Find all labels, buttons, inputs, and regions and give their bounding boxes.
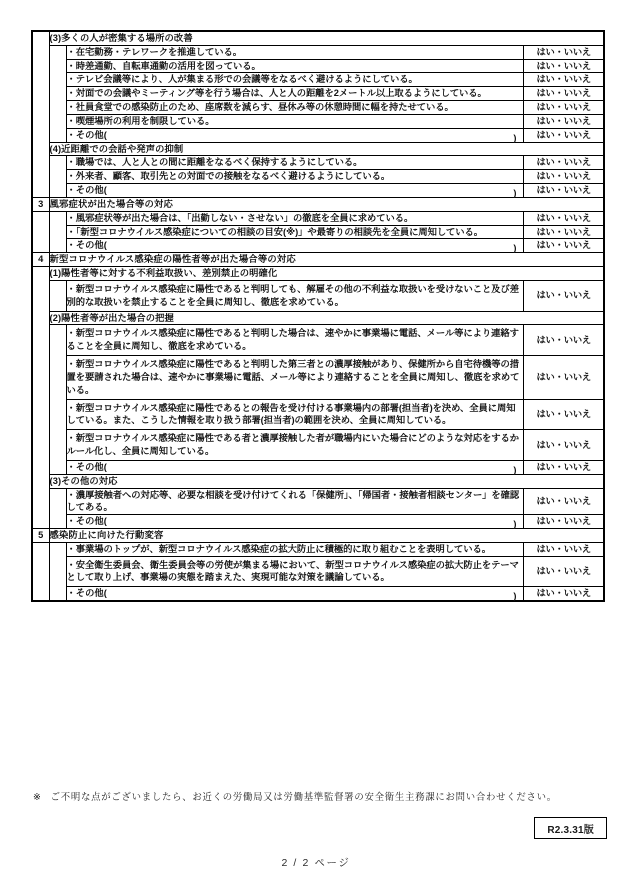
answer-choice[interactable]: はい・いいえ	[524, 356, 604, 399]
indent-spacer	[49, 128, 66, 142]
question-text: ・安全衛生委員会、衛生委員会等の労使が集まる場において、新型コロナウイルス感染症の拡大防止をテーマとして取り上げ、事業場の実態を踏まえた、実現可能な対策を議論している。	[66, 556, 524, 587]
section-header-row	[32, 197, 604, 211]
subgroup-header-row	[32, 474, 604, 488]
question-text: ・新型コロナウイルス感染症に陽性であると判明した場合は、速やかに事業場に電話、メール等により連絡することを全員に周知し、徹底を求めている。	[66, 325, 524, 356]
other-close-paren: )	[513, 464, 517, 475]
version-badge: R2.3.31版	[534, 817, 607, 839]
section-title: 感染防止に向けた行動変容	[49, 528, 604, 542]
indent-spacer	[49, 101, 66, 115]
checklist-row	[32, 587, 604, 601]
answer-choice[interactable]: はい・いいえ	[524, 556, 604, 587]
indent-spacer	[49, 225, 66, 239]
indent-spacer	[32, 460, 49, 474]
indent-spacer	[49, 211, 66, 225]
subgroup-title: (4)近距離での会話や発声の抑制	[49, 142, 604, 156]
indent-spacer	[32, 142, 49, 156]
indent-spacer	[49, 542, 66, 556]
question-text: ・対面での会議やミーティング等を行う場合は、人と人の距離を2メートル以上取るようにしている。	[66, 87, 524, 101]
subgroup-title: (2)陽性者等が出た場合の把握	[49, 311, 604, 325]
indent-spacer	[49, 556, 66, 587]
answer-choice[interactable]: はい・いいえ	[524, 184, 604, 198]
indent-spacer	[49, 356, 66, 399]
question-text: ・喫煙場所の利用を制限している。	[66, 114, 524, 128]
indent-spacer	[32, 156, 49, 170]
other-close-paren: )	[513, 243, 517, 254]
indent-spacer	[49, 460, 66, 474]
checklist-row	[32, 170, 604, 184]
indent-spacer	[49, 59, 66, 73]
indent-spacer	[49, 399, 66, 430]
section-title: 新型コロナウイルス感染症の陽性者等が出た場合等の対応	[49, 253, 604, 267]
indent-spacer	[49, 170, 66, 184]
subgroup-title: (1)陽性者等に対する不利益取扱い、差別禁止の明確化	[49, 267, 604, 281]
indent-spacer	[49, 430, 66, 461]
checklist-row	[32, 325, 604, 356]
checklist-row	[32, 45, 604, 59]
indent-spacer	[32, 311, 49, 325]
indent-spacer	[49, 515, 66, 529]
indent-spacer	[32, 184, 49, 198]
indent-spacer	[49, 325, 66, 356]
answer-choice[interactable]: はい・いいえ	[524, 59, 604, 73]
indent-spacer	[32, 239, 49, 253]
other-label: ・その他(	[66, 240, 107, 251]
other-close-paren: )	[513, 132, 517, 143]
question-text: ・新型コロナウイルス感染症に陽性である者と濃厚接触した者が職場内にいた場合にどのような対応をするかルール化し、全員に周知している。	[66, 430, 524, 461]
checklist-row	[32, 460, 604, 474]
question-text: ・職場では、人と人との間に距離をなるべく保持するようにしている。	[66, 156, 524, 170]
indent-spacer	[32, 542, 49, 556]
question-text: ・社員食堂での感染防止のため、座席数を減らす、昼休み等の休憩時間に幅を持たせている。	[66, 101, 524, 115]
indent-spacer	[32, 430, 49, 461]
indent-spacer	[32, 474, 49, 488]
checklist-row	[32, 239, 604, 253]
indent-spacer	[32, 211, 49, 225]
indent-spacer	[32, 170, 49, 184]
other-label: ・その他(	[66, 516, 107, 527]
indent-spacer	[32, 101, 49, 115]
answer-choice[interactable]: はい・いいえ	[524, 45, 604, 59]
question-text: ・外来者、顧客、取引先との対面での接触をなるべく避けるようにしている。	[66, 170, 524, 184]
checklist-row	[32, 556, 604, 587]
other-label: ・その他(	[66, 185, 107, 196]
other-label: ・その他(	[66, 461, 107, 472]
answer-choice[interactable]: はい・いいえ	[524, 399, 604, 430]
question-text: ・新型コロナウイルス感染症に陽性であるとの報告を受け付ける事業場内の部署(担当者)を決め、全員に周知している。また、こうした情報を取り扱う部署(担当者)の範囲を決め、全員に周知している。	[66, 399, 524, 430]
question-text: ・テレビ会議等により、人が集まる形での会議等をなるべく避けるようにしている。	[66, 73, 524, 87]
other-free-text-row[interactable]	[66, 587, 524, 601]
answer-choice[interactable]: はい・いいえ	[524, 542, 604, 556]
checklist-row	[32, 128, 604, 142]
other-free-text-row[interactable]	[66, 239, 524, 253]
answer-choice[interactable]: はい・いいえ	[524, 587, 604, 601]
subgroup-header-row	[32, 142, 604, 156]
indent-spacer	[32, 356, 49, 399]
subgroup-header-row	[32, 311, 604, 325]
question-text: ・時差通勤、自転車通勤の活用を図っている。	[66, 59, 524, 73]
checklist-row	[32, 101, 604, 115]
indent-spacer	[32, 587, 49, 601]
indent-spacer	[32, 225, 49, 239]
checklist-row	[32, 515, 604, 529]
indent-spacer	[49, 587, 66, 601]
checklist-row	[32, 542, 604, 556]
checklist-row	[32, 87, 604, 101]
answer-choice[interactable]: はい・いいえ	[524, 114, 604, 128]
answer-choice[interactable]: はい・いいえ	[524, 460, 604, 474]
page-number: 2 / 2 ページ	[281, 857, 351, 869]
question-text: ・在宅勤務・テレワークを推進している。	[66, 45, 524, 59]
indent-spacer	[32, 267, 49, 281]
checklist-row	[32, 488, 604, 515]
answer-choice[interactable]: はい・いいえ	[524, 73, 604, 87]
footnote-text: ご不明な点がございましたら、お近くの労働局又は労働基準監督署の安全衛生主務課にお問い合わせください。	[50, 791, 557, 802]
subgroup-title: (3)多くの人が密集する場所の改善	[49, 31, 604, 45]
indent-spacer	[32, 45, 49, 59]
answer-choice[interactable]: はい・いいえ	[524, 101, 604, 115]
other-label: ・その他(	[66, 588, 107, 599]
checklist-row	[32, 225, 604, 239]
answer-choice[interactable]: はい・いいえ	[524, 156, 604, 170]
checklist-row	[32, 59, 604, 73]
checklist-row	[32, 280, 604, 311]
other-close-paren: )	[513, 591, 517, 602]
question-text: ・風邪症状等が出た場合は、「出勤しない・させない」の徹底を全員に求めている。	[66, 211, 524, 225]
question-text: ・新型コロナウイルス感染症に陽性であると判明した第三者との濃厚接触があり、保健所から自宅待機等の措置を要請された場合は、速やかに事業場に電話、メール等により連絡することを全員に周知し、徹底を求めている。	[66, 356, 524, 399]
checklist-row	[32, 430, 604, 461]
answer-choice[interactable]: はい・いいえ	[524, 515, 604, 529]
subgroup-header-row	[32, 267, 604, 281]
indent-spacer	[32, 488, 49, 515]
indent-spacer	[32, 325, 49, 356]
checklist-row	[32, 114, 604, 128]
section-header-row	[32, 253, 604, 267]
question-text: ・新型コロナウイルス感染症に陽性であると判明しても、解雇その他の不利益な取扱いを受けないこと及び差別的な取扱いを禁止することを全員に周知し、徹底を求めている。	[66, 280, 524, 311]
section-header-row	[32, 528, 604, 542]
checklist-row	[32, 73, 604, 87]
subgroup-title: (3)その他の対応	[49, 474, 604, 488]
indent-spacer	[32, 128, 49, 142]
question-text: ・「新型コロナウイルス感染症についての相談の目安(※)」や最寄りの相談先を全員に周知している。	[66, 225, 524, 239]
other-free-text-row[interactable]	[66, 460, 524, 474]
other-free-text-row[interactable]	[66, 128, 524, 142]
footnote	[33, 789, 613, 803]
answer-choice[interactable]: はい・いいえ	[524, 170, 604, 184]
answer-choice[interactable]: はい・いいえ	[524, 239, 604, 253]
answer-choice[interactable]: はい・いいえ	[524, 87, 604, 101]
checklist-row	[32, 399, 604, 430]
section-number: 3	[32, 197, 49, 211]
answer-choice[interactable]: はい・いいえ	[524, 488, 604, 515]
other-free-text-row[interactable]	[66, 515, 524, 529]
question-text: ・事業場のトップが、新型コロナウイルス感染症の拡大防止に積極的に取り組むことを表明している。	[66, 542, 524, 556]
indent-spacer	[49, 87, 66, 101]
footnote-mark: ※	[33, 791, 42, 802]
checklist-row	[32, 211, 604, 225]
checklist-row	[32, 156, 604, 170]
answer-choice[interactable]: はい・いいえ	[524, 225, 604, 239]
indent-spacer	[32, 87, 49, 101]
answer-choice[interactable]: はい・いいえ	[524, 211, 604, 225]
section-number: 5	[32, 528, 49, 542]
indent-spacer	[32, 556, 49, 587]
indent-spacer	[32, 114, 49, 128]
other-close-paren: )	[513, 188, 517, 199]
indent-spacer	[49, 184, 66, 198]
indent-spacer	[32, 59, 49, 73]
indent-spacer	[49, 280, 66, 311]
question-text: ・濃厚接触者への対応等、必要な相談を受け付けてくれる「保健所」、「帰国者・接触者相談センター」を確認してある。	[66, 488, 524, 515]
indent-spacer	[32, 31, 49, 45]
other-label: ・その他(	[66, 129, 107, 140]
indent-spacer	[49, 114, 66, 128]
subgroup-header-row	[32, 31, 604, 45]
indent-spacer	[32, 515, 49, 529]
checklist-row	[32, 356, 604, 399]
indent-spacer	[32, 73, 49, 87]
section-title: 風邪症状が出た場合等の対応	[49, 197, 604, 211]
section-number: 4	[32, 253, 49, 267]
indent-spacer	[32, 280, 49, 311]
answer-choice[interactable]: はい・いいえ	[524, 430, 604, 461]
other-close-paren: )	[513, 519, 517, 530]
indent-spacer	[49, 488, 66, 515]
answer-choice[interactable]: はい・いいえ	[524, 128, 604, 142]
answer-choice[interactable]: はい・いいえ	[524, 280, 604, 311]
indent-spacer	[32, 399, 49, 430]
indent-spacer	[49, 45, 66, 59]
answer-choice[interactable]: はい・いいえ	[524, 325, 604, 356]
indent-spacer	[49, 73, 66, 87]
checklist-row	[32, 184, 604, 198]
other-free-text-row[interactable]	[66, 184, 524, 198]
checklist-table	[31, 30, 605, 602]
indent-spacer	[49, 239, 66, 253]
indent-spacer	[49, 156, 66, 170]
